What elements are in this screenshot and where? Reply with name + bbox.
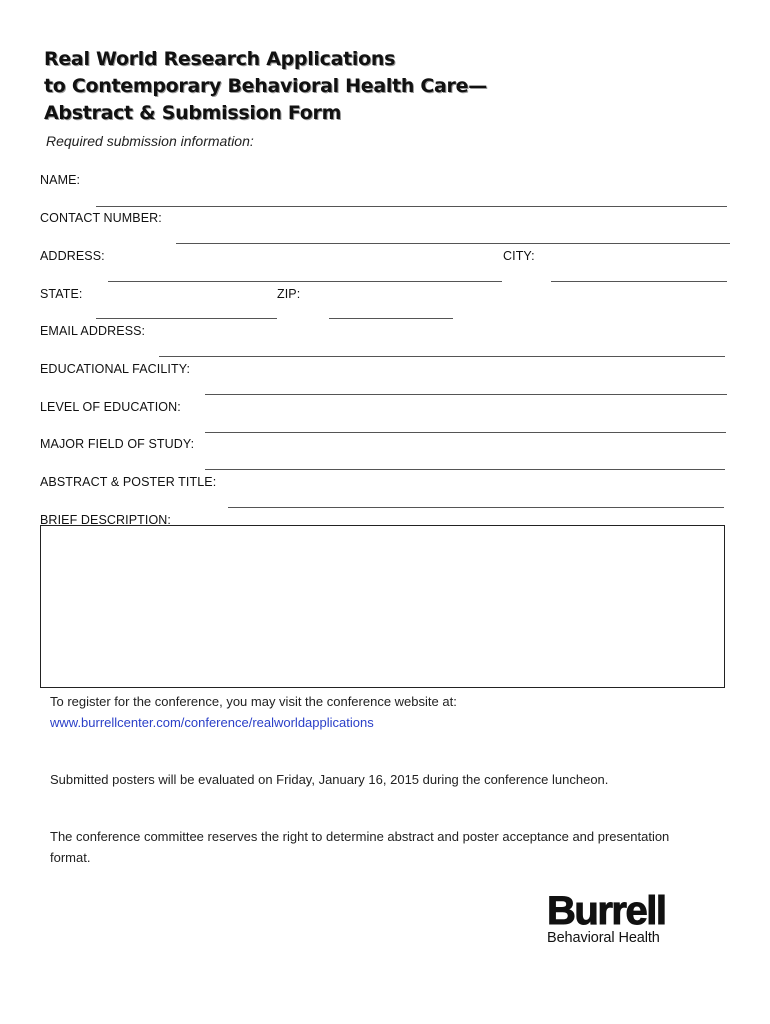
- brief-description-box[interactable]: [40, 525, 725, 688]
- state-label: STATE:: [40, 287, 83, 301]
- form-subtitle: Required submission information:: [46, 133, 254, 149]
- city-label: CITY:: [503, 249, 535, 263]
- state-field[interactable]: [96, 318, 277, 319]
- contact-number-label: CONTACT NUMBER:: [40, 211, 162, 225]
- address-label: ADDRESS:: [40, 249, 105, 263]
- name-label: NAME:: [40, 173, 81, 187]
- zip-field[interactable]: [329, 318, 453, 319]
- title-line-2: to Contemporary Behavioral Health Care—: [44, 75, 487, 97]
- title-line-3: Abstract & Submission Form: [44, 102, 342, 124]
- email-field[interactable]: [159, 356, 725, 357]
- level-of-education-label: LEVEL OF EDUCATION:: [40, 400, 181, 414]
- abstract-title-field[interactable]: [228, 507, 724, 508]
- city-field[interactable]: [551, 281, 727, 282]
- major-field-label: MAJOR FIELD OF STUDY:: [40, 437, 195, 451]
- evaluation-text: Submitted posters will be evaluated on Friday, January 16, 2015 during the conference luncheon.: [50, 772, 609, 787]
- contact-number-field[interactable]: [176, 243, 730, 244]
- abstract-title-label: ABSTRACT & POSTER TITLE:: [40, 475, 217, 489]
- educational-facility-field[interactable]: [205, 394, 727, 395]
- logo-subtext: Behavioral Health: [547, 930, 660, 946]
- brief-description-label: BRIEF DESCRIPTION:: [40, 513, 171, 527]
- title-line-1: Real World Research Applications: [44, 48, 396, 70]
- logo-wordmark: Burrell: [547, 889, 666, 933]
- burrell-logo: [547, 889, 666, 946]
- conference-website-link[interactable]: www.burrellcenter.com/conference/realworldapplications: [50, 715, 374, 730]
- name-field[interactable]: [96, 206, 727, 207]
- email-label: EMAIL ADDRESS:: [40, 324, 146, 338]
- educational-facility-label: EDUCATIONAL FACILITY:: [40, 362, 191, 376]
- form-title: [44, 46, 487, 127]
- committee-text: The conference committee reserves the right to determine abstract and poster acceptance and presentation format.: [50, 829, 670, 865]
- major-field-field[interactable]: [205, 469, 725, 470]
- address-field[interactable]: [108, 281, 502, 282]
- register-paragraph: [50, 691, 710, 733]
- zip-label: ZIP:: [277, 287, 301, 301]
- register-text: To register for the conference, you may visit the conference website at:: [50, 694, 457, 709]
- level-of-education-field[interactable]: [205, 432, 726, 433]
